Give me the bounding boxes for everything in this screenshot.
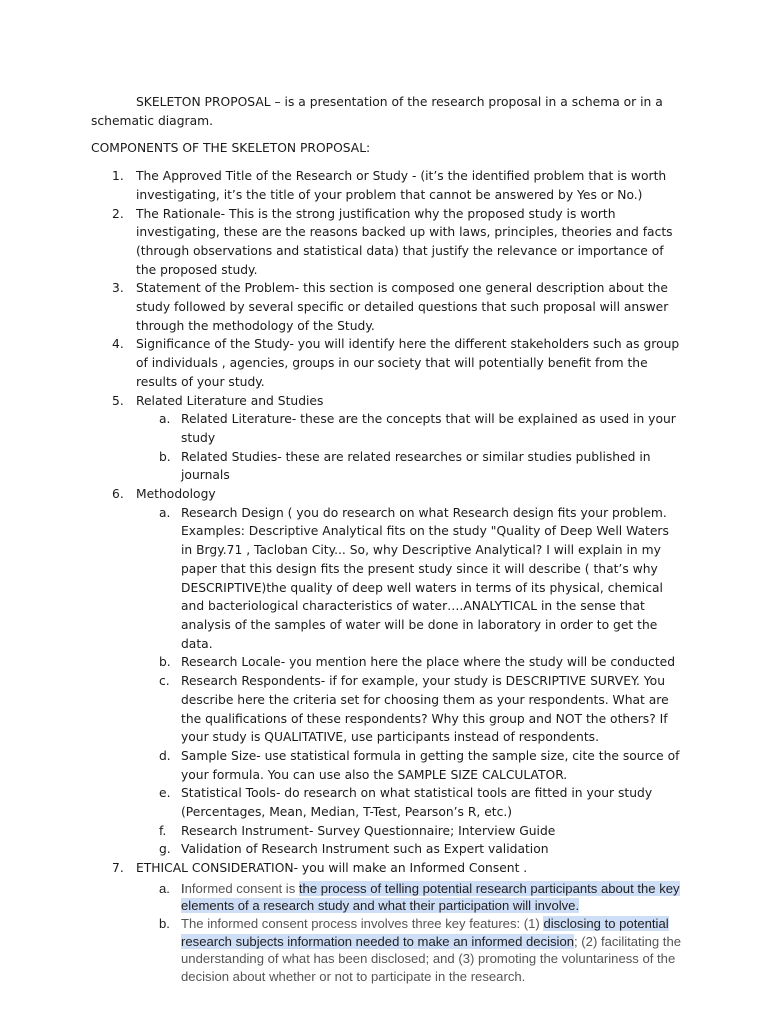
- list-item: [112, 205, 681, 280]
- sublist-item: [159, 448, 681, 485]
- list-item-text: Significance of the Study- you will identify here the different stakeholders such as group of individuals , agencies, groups in our society that will potentially benefit from the results of your study.: [136, 337, 680, 389]
- list-item-text: Methodology: [136, 487, 216, 502]
- list-item: [112, 279, 681, 335]
- sublist-methodology: [136, 504, 681, 859]
- list-number: 5.: [112, 393, 124, 408]
- sublist-letter: b.: [159, 655, 171, 670]
- list-number: 1.: [112, 169, 124, 184]
- list-number: 4.: [112, 337, 124, 352]
- sublist-letter: a.: [159, 412, 171, 427]
- components-heading: COMPONENTS OF THE SKELETON PROPOSAL:: [91, 141, 371, 156]
- list-item-text: The Approved Title of the Research or Study - (it’s the identified problem that is worth investigating, it’s the title of your problem that cannot be answered by Yes or No.): [136, 169, 667, 202]
- list-number: 3.: [112, 281, 124, 296]
- sublist-letter: b.: [159, 916, 170, 932]
- sublist-item: [159, 504, 681, 654]
- drop-letter: I: [181, 880, 185, 896]
- list-number: 6.: [112, 487, 124, 502]
- sublist-item-text: Research Instrument- Survey Questionnaire; Interview Guide: [181, 823, 556, 838]
- sublist-letter: d.: [159, 748, 171, 763]
- sublist-item-text: Related Studies- these are related researches or similar studies published in journals: [181, 449, 651, 483]
- sublist-item-informed-consent: [159, 880, 681, 915]
- list-item: [112, 392, 681, 486]
- sublist-letter: f.: [159, 823, 167, 838]
- sublist-item: [159, 653, 681, 672]
- sublist-letter: a.: [159, 880, 170, 896]
- intro-paragraph: SKELETON PROPOSAL – is a presentation of the research proposal in a schema or in a schematic diagram.: [91, 95, 663, 128]
- sublist-literature: [136, 410, 681, 485]
- sublist-item-text: Research Design ( you do research on what Research design fits your problem. Examples: Descriptive Analytical fits on the study "Quality of Deep Well Waters in Brgy.71 , Tacloban City... So, why Descriptive Analytical? I will explain in my paper that this design fits the present study since it will describe ( that’s why DESCRIPTIVE)the quality of deep well waters in terms of its physical, chemical and bacteriological characteristics of water….ANALYTICAL in the sense that analysis of the samples of water will be done in laboratory in order to get the data.: [181, 505, 669, 651]
- sublist-item-text: Sample Size- use statistical formula in getting the sample size, cite the source of your formula. You can use also the SAMPLE SIZE CALCULATOR.: [181, 748, 680, 782]
- sublist-item: [159, 410, 681, 447]
- highlighted-text: the process of telling potential research participants about the key elements of a research study and what their participation will involve.: [181, 880, 680, 914]
- sublist-item: [159, 747, 681, 784]
- sublist-ethics: [136, 880, 681, 986]
- sublist-item-consent-process: [159, 915, 682, 985]
- document-body: [91, 93, 681, 985]
- pasted-text: nformed consent is: [184, 880, 299, 896]
- list-item: [112, 485, 681, 859]
- pasted-text: ; (2) facilitating the understanding of what has been disclosed; and (3) promoting the voluntariness of the decision about whether or not to participate in the research.: [181, 933, 682, 984]
- list-number: 2.: [112, 206, 124, 221]
- sublist-letter: e.: [159, 786, 171, 801]
- sublist-item: [159, 822, 681, 841]
- highlighted-text: disclosing to potential research subjects information needed to make an informed decision: [181, 916, 669, 949]
- sublist-letter: a.: [159, 505, 171, 520]
- sublist-item-text: Related Literature- these are the concepts that will be explained as used in your study: [181, 412, 676, 445]
- list-item-text: Related Literature and Studies: [136, 393, 324, 408]
- sublist-letter: b.: [159, 449, 171, 464]
- list-item-text: Statement of the Problem- this section is composed one general description about the study followed by several specific or detailed questions that such proposal will answer through the methodology of the Study.: [136, 281, 669, 333]
- sublist-item-text: Research Respondents- if for example, your study is DESCRIPTIVE SURVEY. You describe here the criteria set for choosing them as your respondents. What are the qualifications of these respondents? Why this group and NOT the others? If your study is QUALITATIVE, use participants instead of respondents.: [181, 674, 669, 745]
- sublist-item-text: Validation of Research Instrument such as Expert validation: [181, 842, 549, 857]
- components-list: [91, 167, 681, 985]
- sublist-letter: g.: [159, 842, 171, 857]
- list-item-text: The Rationale- This is the strong justification why the proposed study is worth investigating, these are the reasons backed up with laws, principles, theories and facts (through observations and statistical data) that justify the relevance or importance of the proposed study.: [136, 206, 673, 277]
- list-number: 7.: [112, 861, 124, 876]
- list-item: [112, 859, 682, 985]
- sublist-item-text: Statistical Tools- do research on what statistical tools are fitted in your study (Percentages, Mean, Median, T-Test, Pearson’s R, etc.): [181, 786, 653, 820]
- sublist-item: [159, 784, 681, 821]
- list-item: [112, 335, 681, 391]
- list-item: [112, 167, 681, 204]
- sublist-item-text: Research Locale- you mention here the place where the study will be conducted: [181, 655, 676, 670]
- list-item-text: ETHICAL CONSIDERATION- you will make an Informed Consent .: [136, 861, 528, 876]
- sublist-item: [159, 672, 681, 747]
- sublist-item: [159, 840, 681, 859]
- sublist-letter: c.: [159, 674, 170, 689]
- pasted-text: The informed consent process involves three key features: (1): [181, 916, 544, 932]
